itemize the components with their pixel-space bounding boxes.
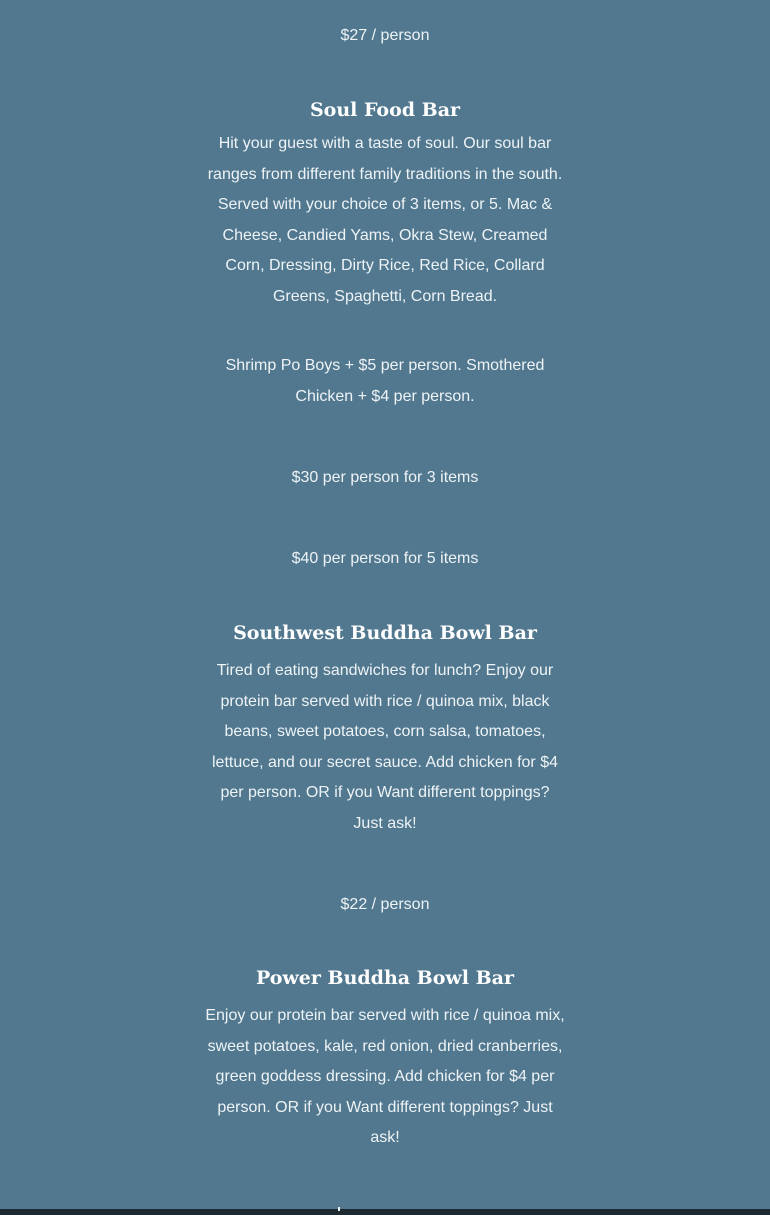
southwest-buddha-bowl-price: $22 / person [340, 896, 430, 913]
southwest-buddha-bowl-title: Southwest Buddha Bowl Bar [233, 622, 537, 644]
bottom-edge-mark [338, 1207, 340, 1211]
soul-food-bar-addons: Shrimp Po Boys + $5 per person. Smothered Chicken + $4 per person. [225, 357, 545, 405]
soul-food-price-5-items: $40 per person for 5 items [291, 550, 479, 567]
southwest-buddha-bowl-description: Tired of eating sandwiches for lunch? Enjoy our protein bar served with rice / quinoa mix, black beans, sweet potatoes, corn salsa, tomatoes, lettuce, and our secret sauce. Add chicken for $4 per person. OR if you Want different toppings? Just ask! [212, 662, 558, 832]
soul-food-bar-title: Soul Food Bar [309, 99, 461, 121]
soul-food-price-3-items: $30 per person for 3 items [291, 469, 479, 486]
power-buddha-bowl-title: Power Buddha Bowl Bar [255, 967, 514, 989]
soul-food-bar-description: Hit your guest with a taste of soul. Our soul bar ranges from different family traditions in the south. Served with your choice of 3 items, or 5. Mac & Cheese, Candied Yams, Okra Stew, Creamed Corn, Dressing, Dirty Rice, Red Rice, Collard Greens, Spaghetti, Corn Bread. [207, 135, 563, 305]
top-price: $27 / person [340, 27, 430, 44]
power-buddha-bowl-description: Enjoy our protein bar served with rice / quinoa mix, sweet potatoes, kale, red onion, dried cranberries, green goddess dressing. Add chicken for $4 per person. OR if you Want different toppings? Just ask! [205, 1007, 565, 1146]
bottom-edge-bar [0, 1209, 770, 1215]
